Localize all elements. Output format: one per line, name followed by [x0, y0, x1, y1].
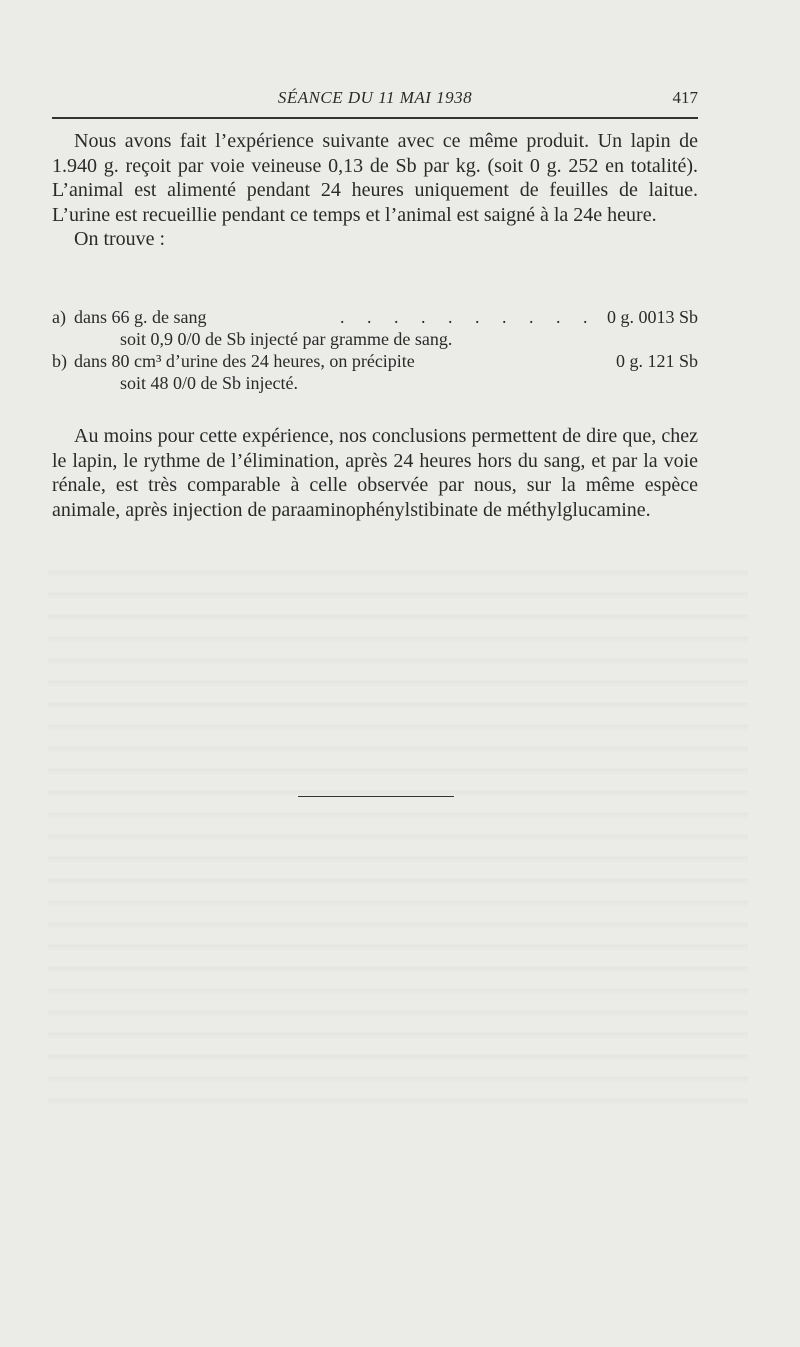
result-b-label: b): [52, 351, 67, 371]
show-through-texture: [48, 556, 748, 1116]
on-trouve-line: On trouve :: [74, 228, 166, 250]
result-b-detail: soit 48 0/0 de Sb injecté.: [120, 373, 298, 393]
paragraph-2: [52, 424, 698, 522]
paragraph-1-text: Nous avons fait l’expérience suivante avec ce même produit. Un lapin de 1.940 g. reçoit par voie veineuse 0,13 de Sb par kg. (soit 0 g. 252 en totalité). L’animal est alimenté pendant 24 heures uniquement de feuilles de laitue. L’urine est recueillie pendant ce temps et l’animal est saigné à la 24e heure.: [52, 130, 698, 226]
result-a-detail: soit 0,9 0/0 de Sb injecté par gramme de sang.: [120, 329, 453, 349]
result-b-text: dans 80 cm³ d’urine des 24 heures, on précipite: [74, 351, 415, 371]
header-rule: [52, 117, 698, 119]
result-a-leader: . . . . . . . . . .: [340, 307, 597, 327]
result-a-text: dans 66 g. de sang: [74, 307, 207, 327]
result-a-label: a): [52, 307, 66, 327]
running-head: SÉANCE DU 11 MAI 1938: [277, 88, 473, 107]
section-end-rule: [298, 796, 454, 797]
result-a: [52, 306, 698, 328]
paragraph-1: [52, 129, 698, 252]
page-number: 417: [672, 88, 698, 107]
result-a-value: 0 g. 0013 Sb: [606, 307, 698, 327]
page-header: [52, 86, 698, 116]
paragraph-2-text: Au moins pour cette expérience, nos conclusions permettent de dire que, chez le lapin, le rythme de l’élimination, après 24 heures hors du sang, et par la voie rénale, est très comparable à celle observée par nous, sur la même espèce animale, après injection de paraaminophénylstibinate de méthylglucamine.: [52, 425, 698, 521]
result-b-value: 0 g. 121 Sb: [615, 351, 698, 371]
results-list: [52, 306, 698, 394]
result-b: [52, 350, 698, 372]
